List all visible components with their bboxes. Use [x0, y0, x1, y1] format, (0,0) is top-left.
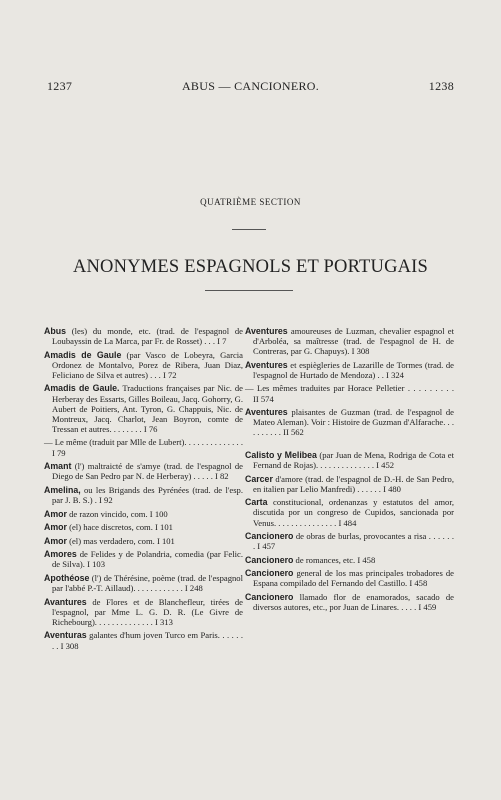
index-entry — [245, 531, 454, 551]
entry-text: — Le même (traduit par Mlle de Lubert). . . . . . . . . . . . . . — [44, 437, 243, 448]
entry-heading: Cancionero — [245, 568, 294, 579]
entry-heading: Cancionero — [245, 531, 294, 542]
entry-reference: I 458 — [407, 578, 428, 589]
entry-heading: Amor — [44, 535, 67, 546]
entry-text: (l') de Thérésine, poème (trad. de l'espagnol par l'abbé P.-T. Aillaud). . . . . . . . . . . . — [52, 572, 243, 594]
entry-text: (par Vasco de Lobeyra, Garcia Ordonez de Montalvo, Porez de Ribera, Juan Diaz, Feliciano de Silva et autres) . . . — [52, 349, 243, 380]
entry-text: de Felides y de Polandria, comedia (par Felic. de Silva). — [52, 549, 243, 570]
page-number-left: 1237 — [47, 79, 73, 93]
index-entry — [44, 573, 243, 593]
index-entry — [245, 474, 454, 494]
entry-reference: I 103 — [84, 559, 105, 570]
index-entry — [44, 461, 243, 481]
entry-reference: I 308 — [349, 346, 370, 357]
entry-heading: Amadis de Gaule — [44, 349, 122, 360]
left-column — [44, 326, 243, 654]
entry-heading: Abus — [44, 326, 66, 336]
entry-reference: I 452 — [374, 460, 395, 471]
entry-reference: I 101 — [152, 522, 173, 533]
divider-rule — [205, 290, 293, 291]
entry-heading: Aventures — [245, 326, 288, 336]
entry-reference: I 248 — [182, 583, 203, 594]
entry-reference: I 79 — [52, 447, 66, 458]
entry-heading: Amor — [44, 522, 67, 533]
entry-heading: Cancionero — [245, 554, 294, 565]
entry-text: de Flores et de Blanchefleur, tirées de l'espagnol, par Mme L. G. D. R. (Le Givre de Richebourg). . . . . . . . . . . . . . — [52, 596, 243, 627]
page-title: ANONYMES ESPAGNOLS ET PORTUGAIS — [72, 257, 429, 277]
index-entry — [44, 326, 243, 346]
index-entry — [44, 485, 243, 505]
index-entry — [245, 383, 454, 403]
entry-text: — Les mêmes traduites par Horace Pelletier . . . . . . . . . — [245, 383, 454, 394]
index-entry — [44, 549, 243, 569]
index-entry — [44, 437, 243, 457]
entry-text: llamado flor de enamorados, sacado de diversos autores, etc., por Juan de Linares. . . . . — [253, 592, 454, 613]
entry-heading: Apothéose — [44, 572, 90, 583]
entry-heading: Avantures — [44, 596, 87, 607]
entry-heading: Aventuras — [44, 630, 87, 641]
right-column — [245, 326, 454, 616]
entry-heading: Calisto y Melibea — [245, 449, 317, 460]
entry-heading: Carcer — [245, 473, 273, 484]
entry-heading: Aventures — [245, 407, 288, 418]
entry-text: (l') maltraicté de s'amye (trad. de l'espagnol de Diego de San Pedro par N. de Herberay) . . . . . — [52, 461, 243, 482]
index-entry — [44, 536, 243, 546]
index-entry — [245, 568, 454, 588]
index-entry — [245, 407, 454, 437]
entry-text: de romances, etc. — [293, 554, 356, 565]
entry-text: Traductions françaises par Nic. de Herberay des Essarts, Gilles Boileau, Jacq. Gohorry, G. Aubert de Poitiers, Ant. Tyron, G. Chappuis, Nic. de Montreux, Jacq. Charlot, Jean Boyron, comte de Tressan et autres. . . . . . . . — [52, 383, 244, 434]
entry-reference: I 82 — [212, 471, 229, 482]
entry-reference: II 574 — [253, 393, 274, 404]
entry-heading: Amores — [44, 549, 77, 560]
entry-reference: I 457 — [255, 541, 276, 552]
entry-text: (el) mas verdadero, com. — [66, 535, 155, 546]
entry-reference: I 76 — [141, 423, 158, 434]
index-entry — [44, 509, 243, 519]
index-entry — [44, 350, 243, 380]
entry-reference: I 480 — [380, 483, 401, 494]
entry-text: constitucional, ordenanzas y estatutos del amor, discutida por un congreso de Cupidos, sancionada por Venus. . . . . . . . . . . . . . . — [253, 497, 454, 528]
entry-text: et espiègleries de Lazarille de Tormes (trad. de l'espagnol de Hurtado de Mendoza) . . — [253, 359, 454, 380]
entry-text: (les) du monde, etc. (trad. de l'espagnol de Loubayssin de La Marca, par Fr. de Rosset) . . . — [52, 326, 243, 347]
entry-reference: I 100 — [147, 508, 168, 519]
entry-text: plaisantes de Guzman (trad. de l'espagnol de Mateo Aleman). Voir : Histoire de Guzman d'Alfarache. . . . . . . . . . — [253, 407, 454, 438]
entry-text: ou les Brigands des Pyrénées (trad. de l'esp. par J. B. S.) . — [52, 484, 243, 505]
index-entry — [245, 555, 454, 565]
entry-heading: Amor — [44, 508, 67, 519]
page-number-right: 1238 — [428, 79, 454, 93]
entry-reference: I 92 — [96, 494, 113, 505]
index-entry — [245, 450, 454, 470]
entry-reference: I 101 — [154, 535, 175, 546]
entry-text: amoureuses de Luzman, chevalier espagnol et d'Arboléa, sa maîtresse (trad. de l'espagnol de H. de Contreras, par G. Chapuys). — [253, 326, 454, 357]
index-entry — [245, 497, 454, 527]
entry-text: (par Juan de Mena, Rodriga de Cota et Fernand de Rojas). . . . . . . . . . . . . . — [253, 449, 454, 471]
index-entry — [245, 326, 454, 356]
index-entry — [245, 360, 454, 380]
entry-reference: I 72 — [160, 369, 177, 380]
index-entry — [44, 630, 243, 650]
entry-text: general de los mas principales trobadores de Espana compilado del Fernando del Castillo. — [253, 568, 454, 589]
entry-heading: Amadis de Gaule. — [44, 383, 120, 394]
running-header — [47, 79, 454, 95]
entry-heading: Carta — [245, 497, 268, 508]
divider-rule — [232, 229, 266, 230]
entry-reference: I 484 — [336, 517, 357, 528]
entry-text: de razon vincido, com. — [66, 508, 148, 519]
entry-text: de obras de burlas, provocantes a risa . . . . . . . — [253, 531, 454, 552]
entry-text: (el) hace discretos, com. — [66, 522, 153, 533]
entry-reference: I 324 — [383, 369, 404, 380]
index-entry — [245, 592, 454, 612]
entry-heading: Aventures — [245, 359, 288, 370]
index-entry — [44, 597, 243, 627]
entry-text: d'amore (trad. de l'espagnol de D.-H. de San Pedro, en italien par Lelio Manfredi) . . . . . . — [253, 473, 454, 494]
entry-heading: Amelina, — [44, 484, 81, 495]
section-label: QUATRIÈME SECTION — [200, 197, 301, 207]
running-title: ABUS — CANCIONERO. — [181, 79, 320, 93]
column-gap — [245, 441, 454, 450]
entry-text: galantes d'hum joven Turco em Paris. . . . . . . . — [52, 630, 243, 651]
index-entry — [44, 383, 243, 433]
entry-heading: Cancionero — [245, 592, 294, 603]
index-entry — [44, 522, 243, 532]
entry-reference: I 7 — [215, 336, 227, 347]
entry-reference: I 459 — [416, 602, 437, 613]
entry-reference: I 308 — [58, 640, 79, 651]
entry-reference: I 458 — [355, 554, 376, 565]
entry-heading: Amant — [44, 461, 72, 472]
entry-reference: II 562 — [280, 427, 304, 438]
entry-reference: I 313 — [152, 616, 173, 627]
